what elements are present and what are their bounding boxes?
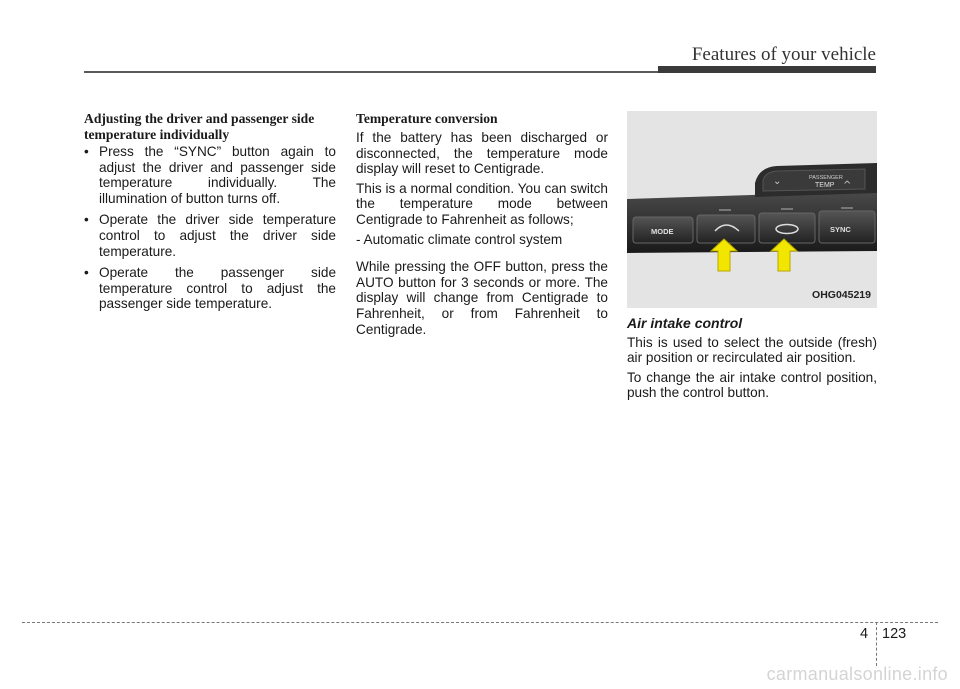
footer-divider [876, 622, 877, 666]
indicator-light [781, 208, 793, 210]
paragraph: To change the air intake control position, push the control button. [627, 369, 877, 401]
mode-label: MODE [651, 227, 674, 236]
figure-code: OHG045219 [812, 289, 871, 302]
chevron-down-icon: ⌄ [773, 176, 782, 187]
recirculate-button [759, 213, 815, 243]
column-middle [356, 111, 608, 341]
section-heading [84, 111, 336, 143]
paragraph: If the battery has been discharged or disconnected, the temperature mode display will reset to Centigrade. [356, 130, 608, 177]
footer-rule [22, 622, 938, 623]
list-item: • Press the “SYNC” button again to adjust the driver and passenger side temperature individually. The illumination of button turns off. [84, 144, 336, 206]
paragraph: This is used to select the outside (fresh) air position or recirculated air position. [627, 334, 877, 366]
header-title: Features of your vehicle [691, 44, 876, 65]
fresh-air-button [697, 215, 755, 243]
sync-label: SYNC [830, 225, 851, 234]
indicator-light [719, 209, 731, 211]
section-heading: Air intake control [627, 315, 743, 331]
paragraph: While pressing the OFF button, press the AUTO button for 3 seconds or more. The display will change from Centigrade to Fahrenheit, or from Fahrenheit to Centigrade. [356, 259, 608, 337]
control-panel-illustration [627, 111, 877, 308]
chevron-up-icon: ^ [843, 180, 852, 191]
page-number: 123 [882, 626, 907, 642]
column-right [627, 111, 877, 405]
list-item: • Operate the passenger side temperature control to adjust the passenger side temperature. [84, 265, 336, 312]
heading-line-2: temperature individually [84, 127, 230, 142]
paragraph: This is a normal condition. You can switch the temperature mode between Centigrade to Fahrenheit as follows; [356, 180, 608, 227]
column-left [84, 111, 336, 318]
chapter-number: 4 [860, 626, 869, 642]
passenger-label: PASSENGER [809, 175, 843, 181]
climate-control-figure [627, 111, 877, 308]
list-item: • Operate the driver side temperature control to adjust the driver side temperature. [84, 212, 336, 259]
temp-label: TEMP [815, 182, 835, 189]
section-heading: Temperature conversion [356, 111, 498, 126]
indicator-light [841, 207, 853, 209]
heading-line-1: Adjusting the driver and passenger side [84, 111, 315, 126]
paragraph: - Automatic climate control system [356, 231, 563, 247]
watermark: carmanualsonline.info [766, 664, 948, 684]
bullet-list [84, 144, 336, 312]
header-rule-accent [658, 66, 876, 73]
